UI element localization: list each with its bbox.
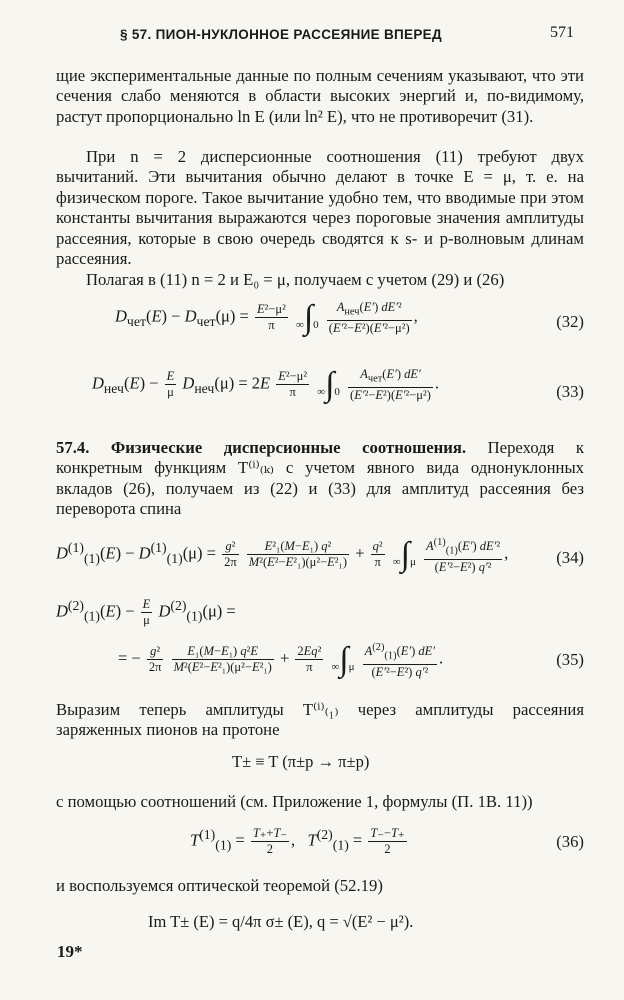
equation-number-33: (33) [556, 382, 584, 401]
equation-number-35: (35) [556, 650, 584, 669]
equation-34: $D^{(1)}_{(1)}(E) - D^{(1)}_{(1)}(\mu)$ = $\frac{\text{g²}}{2\pi}$ $\frac{\text{E²₁(M−E₁) q²}}{\text{M²(E²−E²₁)(μ²−E²₁)}}$ + $\frac{\text{q²}}{\pi}$ ∞∫μ $\frac{A^{(1)}_{(1)}(E') dE'^2}{\text{(E′²−E²) q′²}}$ , [56, 535, 509, 574]
paragraph-3: Полагая в (11) n = 2 и E₀ = μ, получаем с учетом (29) и (26) [86, 270, 505, 289]
equation-number-34: (34) [556, 548, 584, 567]
paragraph-6: с помощью соотношений (см. Приложение 1, формулы (П. 1В. 11)) [56, 792, 533, 811]
equation-35-line2: = − $\frac{\text{g²}}{2\pi}$ $\frac{\text{E₁(M−E₁) q²E}}{\text{M²(E²−E²₁)(μ²−E²₁)}}$ + $\frac{\text{2Eq²}}{\pi}$ ∞∫μ $\frac{A^{(2)}_{(1)}(E') dE'}{\text{(E′²−E²) q′²}}$ . [118, 640, 444, 679]
paragraph-5: Выразим теперь амплитуды T⁽ⁱ⁾₍₁₎ через амплитуды рассеяния заряженных пионов на протоне [56, 700, 584, 740]
equation-35-line1: $D^{(2)}_{(1)}(E)$ − $\frac{E}{\mu}$ $D^{(2)}_{(1)}(\mu)$ = [56, 597, 236, 627]
page-number: 571 [550, 24, 574, 41]
section-paragraph [56, 438, 584, 520]
section-title: 57.4. Физические дисперсионные соотношения. [56, 438, 467, 457]
paragraph-1: щие экспериментальные данные по полным сечениям указывают, что эти сечения слабо меняются в области высоких энергий и, по-видимому, растут пропорционально ln E (или ln² E), что не противоречит (31). [56, 66, 584, 126]
equation-32: $D_{чет}(E) - D_{чет}(\mu)$ = $\frac{\text{E²−μ²}}{\pi}$ ∞∫0 $\frac{A_{неч}(E') dE'^2}{\text{(E′²−E²)(E′²−μ²)}}$ , [115, 298, 418, 336]
running-title: § 57. ПИОН-НУКЛОННОЕ РАССЕЯНИЕ ВПЕРЕД [120, 27, 442, 42]
paragraph-7: и воспользуемся оптической теоремой (52.19) [56, 876, 383, 895]
equation-36: $T^{(1)}_{(1)}$ = $\frac{T_++T_-}{2}$ , $T^{(2)}_{(1)}$ = $\frac{T_--T_+}{2}$ [190, 826, 405, 856]
equation-number-32: (32) [556, 312, 584, 331]
paragraph-2: При n = 2 дисперсионные соотношения (11) требуют двух вычитаний. Эти вычитания обычно делают в точке E = μ, т. е. на физическом пороге. Такое вычитание удобно тем, что вводимые при этом константы вычитания выражаются через пороговые значения амплитуды рассеяния, которые в свою очередь сводятся к s- и p-волновым длинам рассеяния. [56, 147, 584, 269]
paragraph-4: Переходя к конкретным функциям T⁽ⁱ⁾₍ₖ₎ с учетом явного вида однонуклонных вкладов (26), получаем из (22) и (33) для амплитуд рассеяния без переворота спина [56, 438, 584, 519]
equation-33: $D_{неч}(E)$ − $\frac{E}{\mu}$ $D_{неч}(\mu) = 2E$ $\frac{\text{E²−μ²}}{\pi}$ ∞∫0 $\frac{A_{чет}(E') dE'}{\text{(E′²−E²)(E′²−μ²)}}$ . [92, 365, 440, 403]
signature-mark: 19* [57, 942, 83, 961]
equation-number-36: (36) [556, 832, 584, 851]
equation-optical-theorem: Im T± (E) = q/4π σ± (E), q = √(E² − μ²). [148, 912, 414, 931]
equation-t-plus-minus: T± ≡ T (π±p → π±p) [232, 752, 370, 771]
